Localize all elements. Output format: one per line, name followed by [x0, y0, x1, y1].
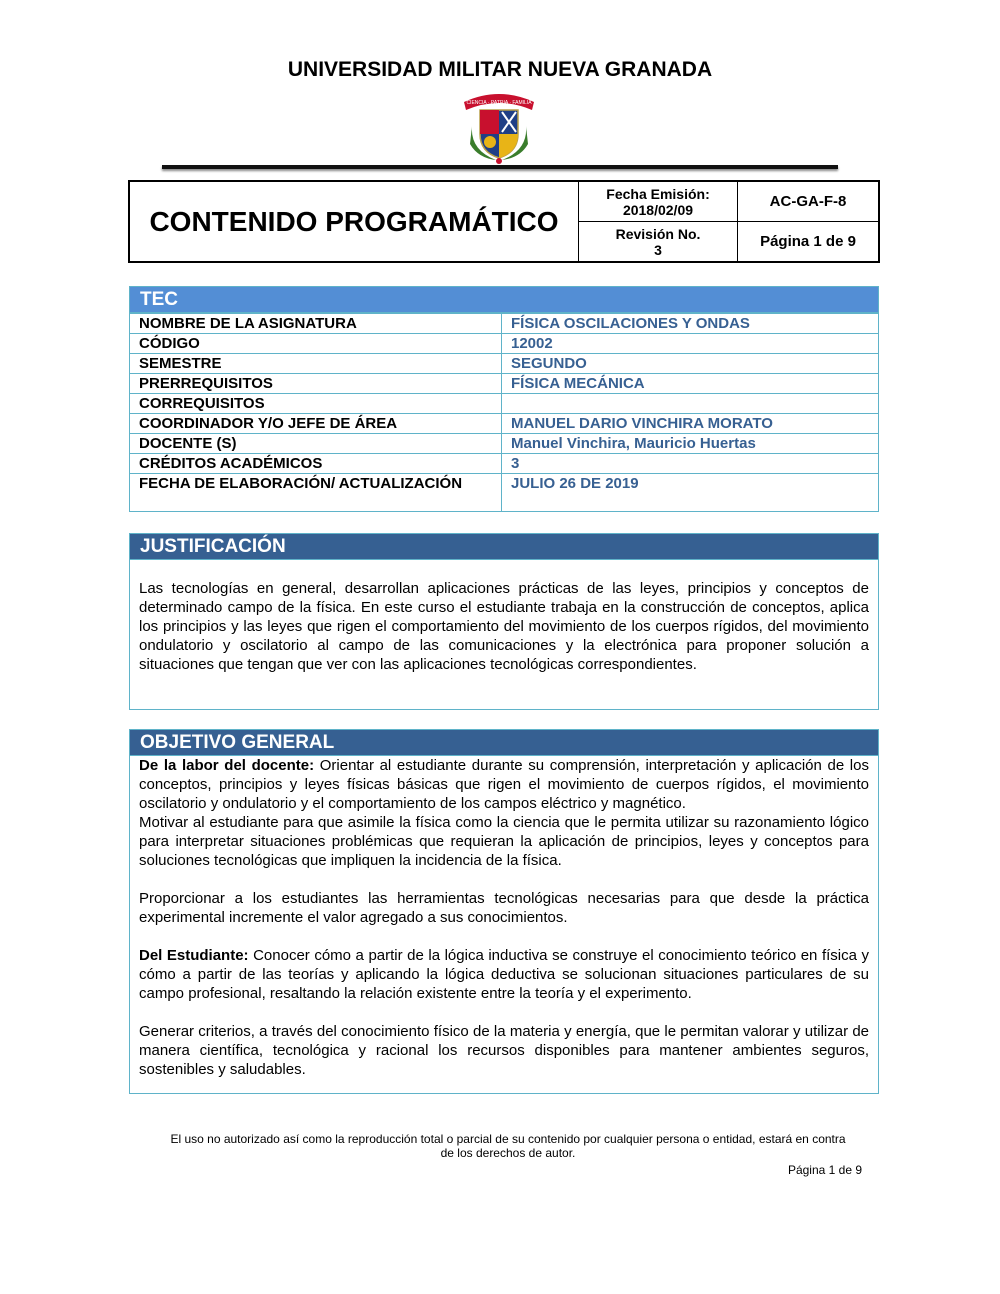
- info-label: CRÉDITOS ACADÉMICOS: [130, 454, 502, 474]
- svg-text:CIENCIA · PATRIA · FAMILIA: CIENCIA · PATRIA · FAMILIA: [466, 100, 532, 106]
- info-row: [130, 414, 878, 434]
- header-divider: [162, 165, 838, 169]
- info-value: Manuel Vinchira, Mauricio Huertas: [502, 434, 879, 454]
- course-info-section: [129, 286, 879, 512]
- objetivo-body: [130, 756, 878, 1079]
- info-row: [130, 314, 878, 334]
- issue-date-cell: Fecha Emisión: 2018/02/09: [579, 181, 738, 222]
- footer-page-number: Página 1 de 9: [787, 1163, 862, 1177]
- copyright-notice: El uso no autorizado así como la reproducción total o parcial de su contenido por cualquier persona o entidad, estará en contra de los derechos de autor.: [170, 1132, 846, 1160]
- university-crest-logo: [456, 88, 542, 164]
- revision-cell: Revisión No. 3: [579, 222, 738, 263]
- document-control-table: [128, 180, 880, 263]
- info-label: CÓDIGO: [130, 334, 502, 354]
- info-row: [130, 374, 878, 394]
- document-title: CONTENIDO PROGRAMÁTICO: [129, 181, 579, 262]
- info-label: FECHA DE ELABORACIÓN/ ACTUALIZACIÓN: [130, 474, 502, 512]
- info-row: [130, 434, 878, 454]
- objetivo-section: [129, 729, 879, 1094]
- docente-paragraph: De la labor del docente: Orientar al estudiante durante su comprensión, interpretación y aplicación de los conceptos, principios y leyes físicas básicas que rigen el movimiento de cuerpos rígidos, el movimiento oscilatorio y ondulatorio y el comportamiento de los campos eléctrico y magnético.: [139, 757, 869, 812]
- university-title: UNIVERSIDAD MILITAR NUEVA GRANADA: [287, 58, 713, 81]
- document-code: AC-GA-F-8: [738, 181, 880, 222]
- info-value: 12002: [502, 334, 879, 354]
- info-label: SEMESTRE: [130, 354, 502, 374]
- estudiante-paragraph: Del Estudiante: Conocer cómo a partir de la lógica inductiva se construye el conocimiento teórico en física y cómo a partir de las teorías y aplicando la lógica deductiva se solucionan situaciones particulares de su campo profesional, resaltando la relación existente entre la teoría y el experimento.: [139, 947, 869, 1002]
- info-label: COORDINADOR Y/O JEFE DE ÁREA: [130, 414, 502, 434]
- info-label: NOMBRE DE LA ASIGNATURA: [130, 314, 502, 334]
- program-header: TEC: [130, 287, 878, 313]
- motivar-paragraph: Motivar al estudiante para que asimile la física como la ciencia que le permita utilizar su razonamiento lógico para interpretar situaciones problémicas que requieran la aplicación de principios, leyes y conceptos para soluciones tecnológicas que impliquen la incidencia de la física.: [139, 814, 869, 869]
- info-value: 3: [502, 454, 879, 474]
- justificacion-title: JUSTIFICACIÓN: [130, 534, 878, 560]
- info-label: PRERREQUISITOS: [130, 374, 502, 394]
- info-row: [130, 394, 878, 414]
- info-value: SEGUNDO: [502, 354, 879, 374]
- info-value: FÍSICA OSCILACIONES Y ONDAS: [502, 314, 879, 334]
- info-value: [502, 394, 879, 414]
- page-indicator: Página 1 de 9: [738, 222, 880, 263]
- justificacion-section: [129, 533, 879, 710]
- info-row: [130, 474, 878, 512]
- info-row: [130, 354, 878, 374]
- info-value: MANUEL DARIO VINCHIRA MORATO: [502, 414, 879, 434]
- info-label: DOCENTE (S): [130, 434, 502, 454]
- info-value: FÍSICA MECÁNICA: [502, 374, 879, 394]
- justificacion-text: Las tecnologías en general, desarrollan aplicaciones prácticas de las leyes, principios y conceptos de determinado campo de la física. En este curso el estudiante trabaja en la construcción de conceptos, aplica los principios y las leyes que rigen el comportamiento del movimiento de los cuerpos rígidos, del movimiento ondulatorio y oscilatorio al campo de las comunicaciones y la electrónica para proponer solución a situaciones que tengan que ver con las aplicaciones tecnológicas correspondientes.: [139, 580, 869, 673]
- proporcionar-paragraph: Proporcionar a los estudiantes las herramientas tecnológicas necesarias para que desde la práctica experimental incremente el valor agregado a sus conocimientos.: [139, 890, 869, 926]
- info-value: JULIO 26 DE 2019: [502, 474, 879, 512]
- objetivo-title: OBJETIVO GENERAL: [130, 730, 878, 756]
- info-label: CORREQUISITOS: [130, 394, 502, 414]
- info-row: [130, 454, 878, 474]
- generar-paragraph: Generar criterios, a través del conocimiento físico de la materia y energía, que le permitan valorar y utilizar de manera científica, tecnológica y racional los recursos disponibles para mantener ambientes seguros, sostenibles y saludables.: [139, 1023, 869, 1078]
- info-row: [130, 334, 878, 354]
- course-info-table: [130, 313, 878, 511]
